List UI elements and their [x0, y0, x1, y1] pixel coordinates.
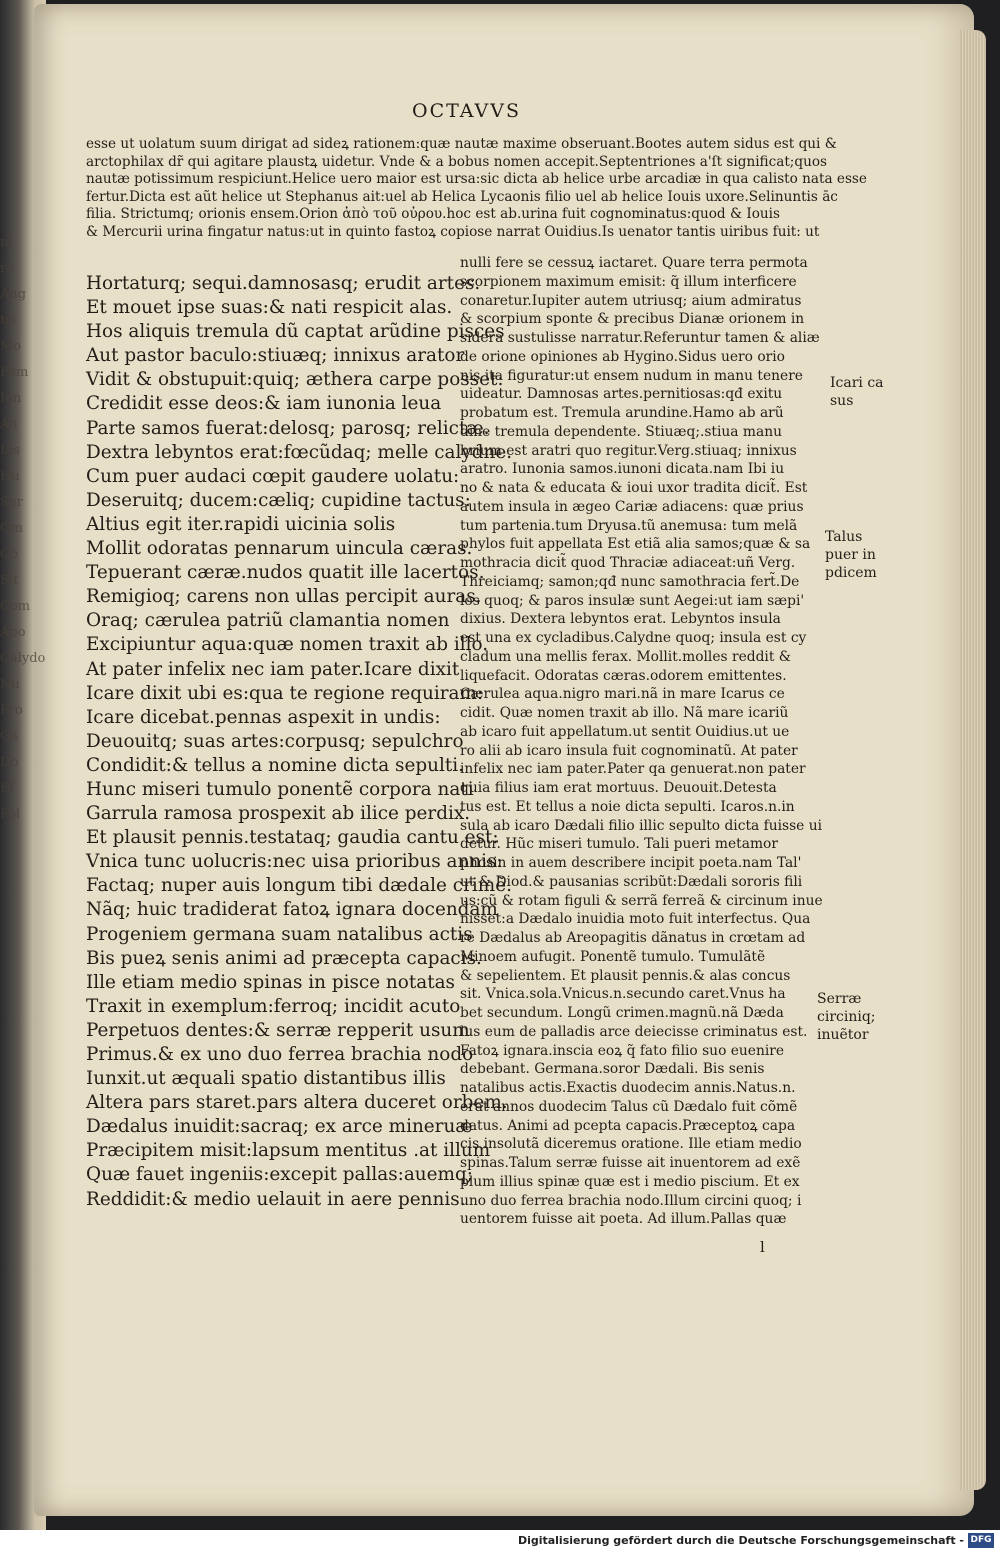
verse-line: Factaq; nuper auis longum tibi dædale crimẽ. [86, 875, 512, 897]
commentary-line: detur. Hũc miseri tumulo. Tali pueri metamor [460, 836, 778, 853]
prev-page-line: ro [0, 261, 15, 276]
verse-line: Icare dicebat.pennas aspexit in undis: [86, 706, 441, 728]
verse-line: Nãq; huic tradiderat fatoꝝ ignara docendam [86, 899, 498, 921]
commentary-line: & Mercurii urina fingatur natus:ut in quinto fastoꝝ copiose narrat Ouidius.Is uenator tantis uiribus fuit: ut [86, 223, 820, 240]
commentary-top-block [86, 136, 867, 241]
verse-line: At pater infelix nec iam pater.Icare dixit [86, 658, 460, 680]
commentary-line: uideatur. Damnosas artes.pernitiosas:qđ exitu [460, 386, 783, 403]
commentary-line: re Dædalus ab Areopagitis dãnatus in crœtam ad [460, 930, 806, 946]
commentary-line: brium est aratri quo regitur.Verg.stiuaq; innixus [460, 442, 797, 459]
prev-page-line: Mo [0, 339, 22, 354]
verse-line: Icare dixit ubi es:qua te regione requiram: [86, 682, 484, 704]
verse-line: Remigioq; carens non ullas percipit auras. [86, 586, 482, 608]
verse-line: Perpetuos dentes:& serræ repperit usum [86, 1019, 470, 1041]
commentary-line: phosin in auem describere incipit poeta.nam Tal' [460, 855, 802, 871]
commentary-line: probatum est. Tremula arundine.Hamo ab arũ [460, 405, 784, 421]
verse-column [86, 272, 513, 1212]
verse-line: Parte samos fuerat:delosq; parosq; relictæ. [86, 417, 490, 439]
prev-page-line: Calydo [0, 651, 46, 666]
commentary-line: us:cũ & rotam figuli & serrã ferreã & circinum inue [460, 892, 823, 909]
verse-line: Tepuerant cæræ.nudos quatit ille lacertos. [86, 562, 485, 584]
marginal-line: pdicem [825, 565, 877, 581]
prev-page-line: Ga [0, 729, 19, 744]
verse-line: Bis pueꝝ senis animi ad præcepta capacis. [86, 947, 482, 969]
page-fore-edge [960, 30, 986, 1490]
commentary-line: no & nata & educata & ioui uxor tradita dicit̃. Est [460, 480, 808, 496]
commentary-line: phylos fuit appellata Est etiã alia samos;quæ & sa [460, 536, 811, 553]
commentary-line: natalibus actis.Exactis duodecim annis.Natus.n. [460, 1080, 796, 1096]
commentary-line: scorpionem maximum emisit: q̃ illum interficere [460, 273, 797, 290]
verse-line: Aut pastor baculo:stiuæq; innixus arator [86, 345, 465, 367]
commentary-line: infelix nec iam pater.Pater qa genuerat.non pater [460, 761, 806, 778]
prev-page-line: Ins [0, 443, 21, 458]
commentary-line: nautæ potissimum respiciunt.Helice uero maior est ursa:sic dicta ab helice urbe arcadiæ in qua calisto nata esse [86, 171, 867, 187]
marginal-line: inuẽtor [817, 1027, 869, 1043]
commentary-line: debebant. Germana.soror Dædali. Bis senis [460, 1061, 765, 1078]
commentary-line: tus est. Et tellus a noie dicta sepulti. Icaros.n.in [460, 798, 795, 815]
marginal-note-icarus [830, 374, 884, 410]
marginal-line: Icari ca [830, 375, 884, 391]
verse-line: Garrula ramosa prospexit ab ilice perdix. [86, 803, 471, 825]
commentary-line: uno duo ferrea brachia nodo.Illum circini quoq; i [460, 1192, 802, 1209]
commentary-line: quia filius iam erat mortuus. Deuouit.Detesta [460, 780, 777, 796]
verse-line: Reddidit:& medio uelauit in aere pennis. [86, 1188, 466, 1210]
marginal-note-saw [817, 990, 876, 1044]
prev-page-line: Com [0, 599, 31, 614]
prev-page-line: Nu [0, 677, 20, 692]
commentary-line: nulli fere se cessuꝝ iactaret. Quare terra permota [460, 255, 808, 271]
verse-line: Dextra lebyntos erat:fœcũdaq; melle calydne. [86, 441, 513, 463]
commentary-line: autem insula in ægeo Cariæ adiacens: quæ prius [460, 498, 804, 515]
prev-page-line: Do [0, 755, 19, 770]
marginal-note-talus [825, 528, 877, 582]
commentary-line: cladum una mellis ferax. Mollit.molles reddit & [460, 648, 792, 665]
commentary-line: uentorem fuisse ait poeta. Ad illum.Pallas quæ [460, 1211, 787, 1228]
prev-page-line: Hu [0, 469, 20, 484]
commentary-line: Fatoꝝ ignara.inscia eoꝝ q̃ fato filio suo euenire [460, 1042, 785, 1059]
commentary-line: datus. Animi ad pcepta capacis.Præceptoꝝ capa [460, 1117, 796, 1134]
commentary-line: lus eum de palladis arce deiecisse criminatus est. [460, 1023, 808, 1040]
verse-line: Quæ fauet ingeniis:excepit pallas:auemq; [86, 1164, 473, 1186]
marginal-line: Serræ [817, 991, 862, 1007]
dfg-logo: DFG [968, 1533, 994, 1548]
prev-page-line: An [0, 417, 18, 432]
commentary-line: sula ab icaro Dædali filio illic sepulto dicta fuisse ui [460, 817, 823, 834]
verse-line: Vnica tunc uolucris:nec uisa prioribus annis: [86, 851, 503, 873]
prev-page-line: Ang [0, 287, 27, 302]
verse-line: Altius egit iter.rapidi uicinia solis [86, 513, 396, 535]
commentary-line: erat annos duodecim Talus cũ Dædalo fuit cõmẽ [460, 1098, 798, 1115]
verse-line: Deseruitq; ducem:cæliq; cupidine tactus: [86, 489, 471, 511]
commentary-line: ro alii ab icaro insula fuit cognominatũ. At pater [460, 742, 798, 759]
prev-page-line: Ion [0, 391, 22, 406]
commentary-line: ut & Diod.& pausanias scribũt:Dædali sororis fili [460, 873, 803, 890]
prev-page-line: Ef [0, 781, 15, 796]
footer-bar [0, 1530, 1000, 1553]
verse-line: Oraq; cærulea patriũ clamantia nomen [86, 610, 450, 632]
commentary-line: nisset:a Dædalo inuidia moto fuit interfectus. Qua [460, 911, 811, 928]
commentary-line: ab icaro fuit appellatum.ut sentit Ouidius.ut ue [460, 723, 790, 740]
commentary-line: liquefacit. Odoratas cæras.odorem emittentes. [460, 667, 787, 684]
verse-line: Excipiuntur aqua:quæ nomen traxit ab illo. [86, 634, 489, 656]
verse-line: Iunxit.ut æquali spatio distantibus illis [86, 1068, 446, 1090]
commentary-line: sit. Vnica.sola.Vnicus.n.secundo caret.Vnus ha [460, 986, 786, 1003]
previous-page-fragment [0, 230, 50, 1330]
commentary-line: dixius. Dextera lebyntos erat. Lebyntos insula [460, 611, 781, 628]
verse-line: Ille etiam medio spinas in pisce notatas [86, 971, 455, 993]
commentary-right-column [460, 254, 825, 1229]
commentary-line: spinas.Talum serræ fuisse ait inuentorem ad exẽ [460, 1155, 801, 1171]
prev-page-line: ni [0, 235, 13, 250]
marginal-line: circiniq; [817, 1009, 876, 1025]
verse-line: Hunc miseri tumulo ponentẽ corpora nati [86, 778, 474, 800]
prev-page-line: Pro [0, 703, 23, 718]
prev-page-line: tri [0, 313, 16, 328]
verse-line: Progeniem germana suam natalibus actis [86, 923, 473, 945]
commentary-line: mothracia dicit̃ quod Thraciæ adiaceat:uñ Verg. [460, 555, 796, 571]
prev-page-line: Om [0, 521, 23, 536]
commentary-line: Cærulea aqua.nigro mari.nã in mare Icarus ce [460, 686, 785, 703]
commentary-line: los quoq; & paros insulæ sunt Aegei:ut iam sæpi' [460, 592, 805, 609]
prev-page-line: Pol [0, 807, 21, 822]
verse-line: Dædalus inuidit:sacraq; ex arce mineruæ [86, 1116, 473, 1138]
verse-line: Hortaturq; sequi.damnosasq; erudit artes. [86, 273, 481, 294]
commentary-line: cis insolutã diceremus oratione. Ille etiam medio [460, 1136, 802, 1153]
commentary-line: sidera sustulisse narratur.Referuntur tamen & aliæ [460, 330, 820, 346]
commentary-line: esse ut uolatum suum dirigat ad sideꝝ rationem:quæ nautæ maxime obseruant.Bootes autem sidus est qui & [86, 136, 837, 152]
commentary-line: & sepelientem. Et plausit pennis.& alas concus [460, 967, 791, 984]
verse-line: Primus.& ex uno duo ferrea brachia nodo [86, 1044, 474, 1065]
verse-line: Cum puer audaci cœpit gaudere uolatu: [86, 465, 460, 487]
verse-line: Vidit & obstupuit:quiq; æthera carpe posset: [86, 369, 504, 391]
funding-credit: Digitalisierung gefördert durch die Deutsche Forschungsgemeinschaft - [517, 1534, 964, 1547]
marginal-line: Talus [825, 529, 863, 545]
verse-line: Et plausit pennis.testataq; gaudia cantu est: [86, 827, 499, 849]
marginal-line: sus [830, 393, 854, 409]
commentary-line: filia. Strictumq; orionis ensem.Orion ἀπὸ τοῦ οὐρου.hoc est ab.urina fuit cognominatus:quod & Iouis [86, 206, 780, 222]
commentary-line: tum partenia.tum Dryusa.tũ anemusa: tum melã [460, 517, 798, 534]
prev-page-line: Apo [0, 625, 26, 640]
verse-line: Deuouitq; suas artes:corpusq; sepulchro [86, 730, 464, 752]
commentary-line: est una ex cycladibus.Calydne quoq; insula est cy [460, 630, 807, 646]
verse-line: Hos aliquis tremula dũ captat arũdine pisces [86, 321, 505, 343]
commentary-line: conaretur.Iupiter autem utriusq; aium admiratus [460, 292, 802, 309]
running-head: OCTAVVS [412, 100, 521, 122]
prev-page-line: Sit [0, 573, 19, 588]
commentary-line: Minoem aufugit. Ponentẽ tumulo. Tumulãtẽ [460, 948, 766, 965]
commentary-line: & scorpium sponte & precibus Dianæ orionem in [460, 311, 805, 328]
verse-line: Præcipitem misit:lapsum mentitus .at illum [86, 1140, 491, 1162]
commentary-line: bet secundum. Longũ crimen.magnũ.nã Dæda [460, 1005, 784, 1021]
commentary-line: plum illius spinæ quæ est i medio piscium. Et ex [460, 1173, 800, 1190]
prev-page-line: Ser [0, 495, 23, 510]
verse-line: Credidit esse deos:& iam iunonia leua [86, 393, 442, 415]
marginal-line: puer in [825, 547, 876, 563]
commentary-line: arctophilax dr̃ qui agitare plaustꝝ uidetur. Vnde & a bobus nomen accepit.Septentriones a'ſt significat;quos [86, 153, 828, 170]
signature-mark: l [760, 1238, 765, 1256]
commentary-line: Threiciamq; samon;qđ nunc samothracia fert̃.De [460, 573, 800, 590]
commentary-line: cidit. Quæ nomen traxit ab illo. Nã mare icariũ [460, 705, 789, 721]
prev-page-line: Co [0, 547, 18, 562]
verse-line: Mollit odoratas pennarum uincula cæras. [86, 538, 473, 560]
verse-line: Traxit in exemplum:ferroq; incidit acuto [86, 995, 461, 1017]
verse-line: Et mouet ipse suas:& nati respicit alas. [86, 297, 453, 319]
commentary-line: dine tremula dependente. Stiuæq;.stiua manu [460, 423, 782, 440]
commentary-line: fertur.Dicta est aũt helice ut Stephanus ait:uel ab Helica Lycaonis filio uel ab helice Iouis uxore.Selinuntis āc [86, 188, 838, 205]
verse-line: Altera pars staret.pars altera duceret orbem. [86, 1092, 508, 1114]
commentary-line: nis ita figuratur:ut ensem nudum in manu tenere [460, 367, 803, 384]
commentary-line: de orione opiniones ab Hygino.Sidus uero orio [460, 348, 785, 365]
commentary-line: aratro. Iunonia samos.iunoni dicata.nam Ibi iu [460, 461, 785, 478]
verse-line: Condidit:& tellus a nomine dicta sepulti. [86, 754, 464, 776]
prev-page-line: Fem [0, 365, 29, 380]
